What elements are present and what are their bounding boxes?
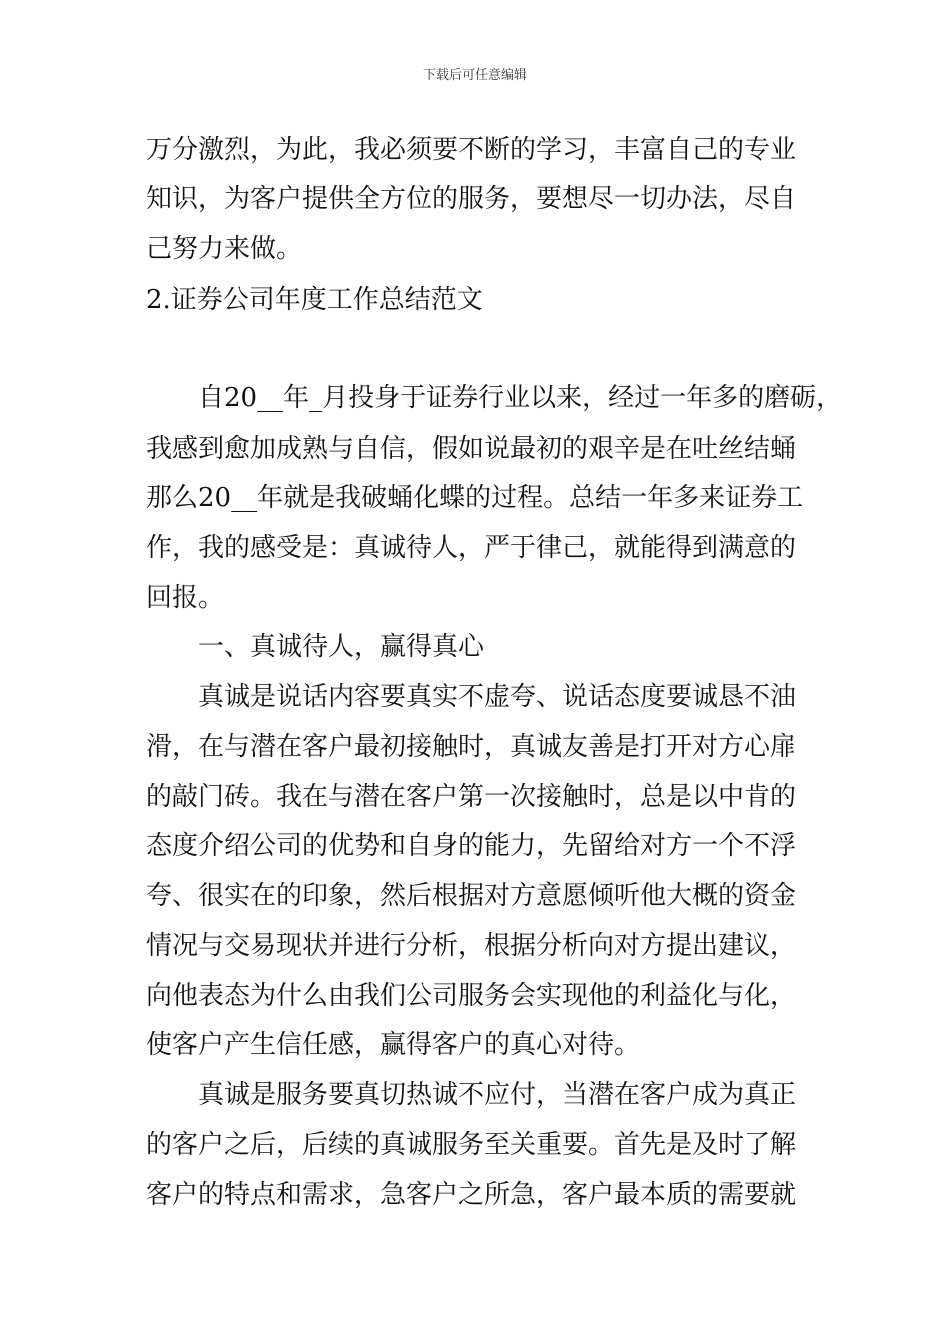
text-line: 那么20__年就是我破蛹化蝶的过程。总结一年多来证券工 xyxy=(146,483,804,513)
text-line: 的客户之后，后续的真诚服务至关重要。首先是及时了解 xyxy=(146,1130,797,1160)
text-line: 的敲门砖。我在与潜在客户第一次接触时，总是以中肯的 xyxy=(146,782,797,812)
text-line: 万分激烈，为此，我必须要不断的学习，丰富自己的专业 xyxy=(146,135,797,165)
text-line: 真诚是说话内容要真实不虚夸、说话态度要诚恳不油 xyxy=(198,682,797,712)
text-line: 我感到愈加成熟与自信，假如说最初的艰辛是在吐丝结蛹 xyxy=(146,434,797,464)
text-line: 滑，在与潜在客户最初接触时，真诚友善是打开对方心扉 xyxy=(146,732,797,762)
page-header: 下载后可任意编辑 xyxy=(422,68,527,83)
text-line: 作，我的感受是：真诚待人，严于律己，就能得到满意的 xyxy=(146,533,797,563)
text-line: 夸、很实在的印象，然后根据对方意愿倾听他大概的资金 xyxy=(146,881,797,911)
subsection-title: 一、真诚待人，赢得真心 xyxy=(198,632,485,662)
section-title: 2.证券公司年度工作总结范文 xyxy=(146,285,483,315)
text-line: 客户的特点和需求，急客户之所急，客户最本质的需要就 xyxy=(146,1180,797,1210)
text-line: 真诚是服务要真切热诚不应付，当潜在客户成为真正 xyxy=(198,1080,797,1110)
text-line: 己努力来做。 xyxy=(146,234,303,264)
text-line: 知识，为客户提供全方位的服务，要想尽一切办法，尽自 xyxy=(146,184,797,214)
text-line: 使客户产生信任感，赢得客户的真心对待。 xyxy=(146,1030,641,1060)
text-line: 回报。 xyxy=(146,583,225,613)
text-line: 向他表态为什么由我们公司服务会实现他的利益化与化， xyxy=(146,981,797,1011)
text-line: 自20__年_月投身于证券行业以来，经过一年多的磨砺， xyxy=(198,383,843,413)
text-line: 态度介绍公司的优势和自身的能力，先留给对方一个不浮 xyxy=(146,831,797,861)
text-line: 情况与交易现状并进行分析，根据分析向对方提出建议， xyxy=(146,931,797,961)
